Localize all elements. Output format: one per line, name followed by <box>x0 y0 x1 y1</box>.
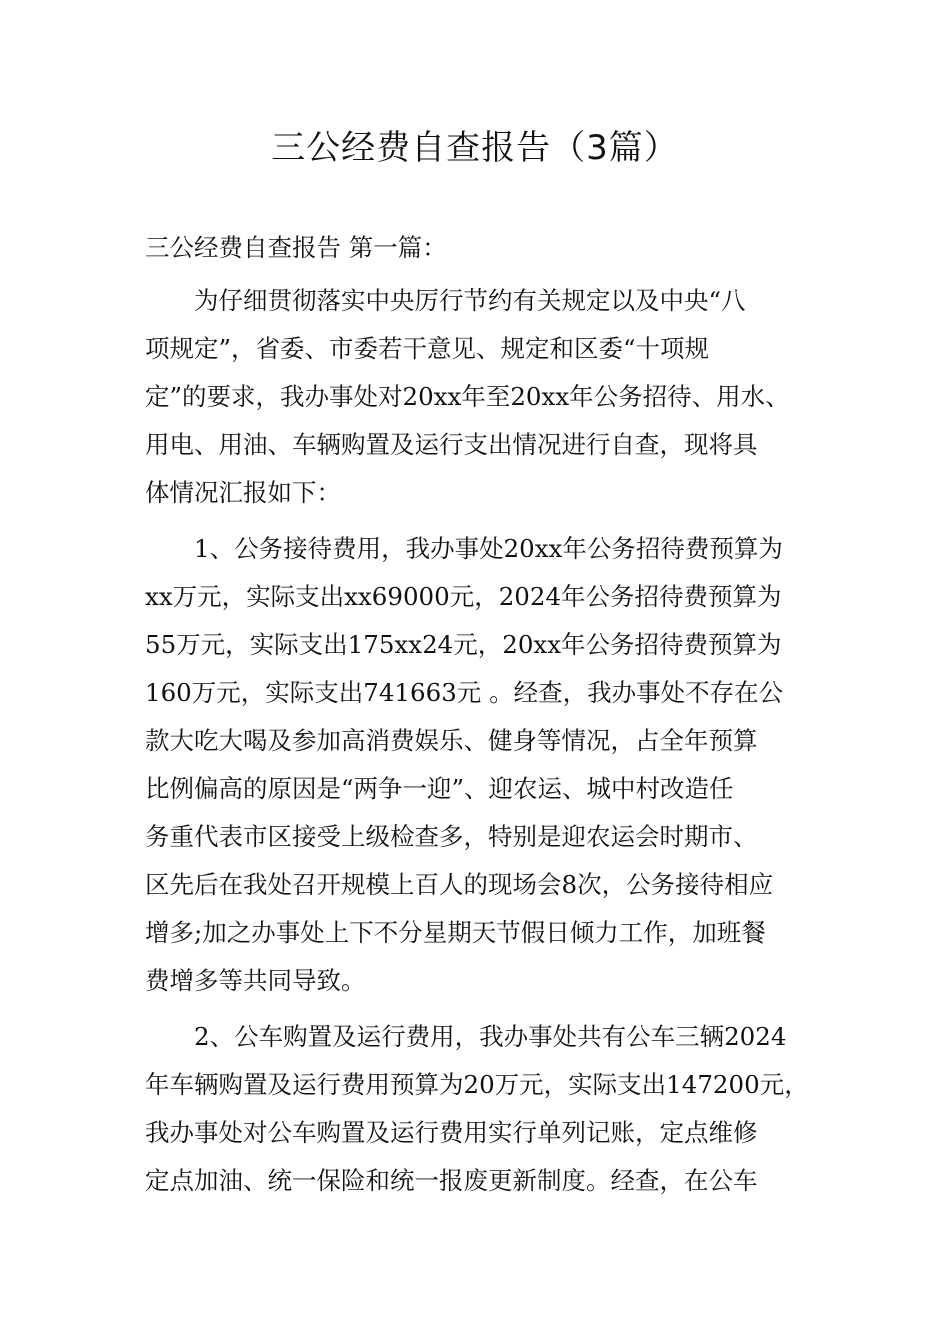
body-line: 款大吃大喝及参加高消费娱乐、健身等情况，占全年预算 <box>145 726 758 755</box>
body-line: 为仔细贯彻落实中央厉行节约有关规定以及中央“八 <box>145 286 746 315</box>
body-line: 费增多等共同导致。 <box>145 966 366 995</box>
document-title: 三公经费自查报告（3篇） <box>271 128 679 168</box>
body-line: 用电、用油、车辆购置及运行支出情况进行自查，现将具 <box>145 430 758 459</box>
body-line: 55万元，实际支出175xx24元，20xx年公务招待费预算为 <box>145 630 782 659</box>
body-line: 1、公务接待费用，我办事处20xx年公务招待费预算为 <box>145 534 783 563</box>
body-line: 年车辆购置及运行费用预算为20万元，实际支出147200元， <box>145 1070 809 1099</box>
body-line: 区先后在我处召开规模上百人的现场会8次，公务接待相应 <box>145 870 774 899</box>
body-line: 体情况汇报如下： <box>145 478 341 507</box>
body-line: 定”的要求，我办事处对20xx年至20xx年公务招待、用水、 <box>145 382 790 411</box>
body-line: 比例偏高的原因是“两争一迎”、迎农运、城中村改造任 <box>145 774 734 803</box>
body-line: 务重代表市区接受上级检查多，特别是迎农运会时期市、 <box>145 822 758 851</box>
body-line: 我办事处对公车购置及运行费用实行单列记账，定点维修 <box>145 1118 758 1147</box>
body-line: 定点加油、统一保险和统一报废更新制度。经查，在公车 <box>145 1166 758 1195</box>
body-line: 项规定”，省委、市委若干意见、规定和区委“十项规 <box>145 334 710 363</box>
body-line: 增多;加之办事处上下不分星期天节假日倾力工作，加班餐 <box>145 918 766 947</box>
body-line: xx万元，实际支出xx69000元，2024年公务招待费预算为 <box>145 582 782 611</box>
body-line: 2、公车购置及运行费用，我办事处共有公车三辆2024 <box>145 1022 787 1051</box>
section-heading: 三公经费自查报告 第一篇： <box>145 233 447 262</box>
body-line: 160万元，实际支出741663元 。经查，我办事处不存在公 <box>145 678 784 707</box>
